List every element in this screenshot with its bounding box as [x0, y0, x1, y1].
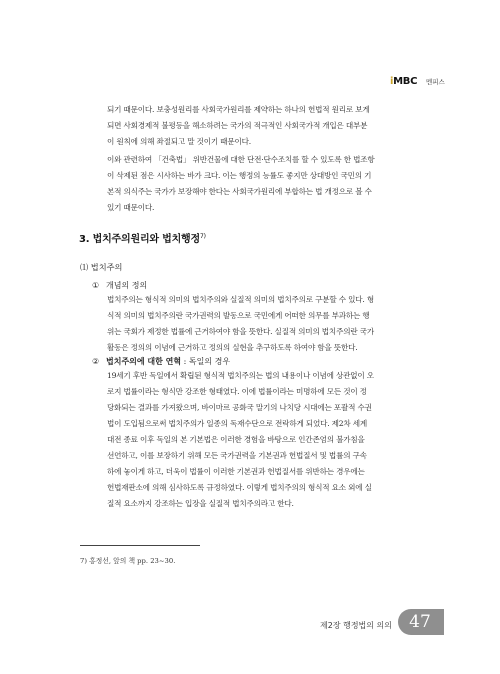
text-line: 하에 놓이게 하고, 더욱이 법률이 이러한 기본권과 헌법질서를 위반하는 경우에는 — [107, 467, 365, 476]
logo-subtitle: 멘피스 — [426, 78, 445, 86]
item-2-heading — [92, 356, 230, 367]
text-line: 당화되는 결과를 가져왔으며, 바이마르 공화국 말기의 나치당 시대에는 포괄적 수권 — [107, 403, 372, 412]
text-line: 선언하고, 이를 보장하기 위해 모든 국가권력을 기본권과 헌법질서 및 법률의 구속 — [107, 451, 367, 460]
text-line: 활동은 정의의 이념에 근거하고 정의의 실현을 추구하도록 하여야 함을 뜻한다. — [107, 343, 358, 352]
text-line: 이 삭제된 점은 시사하는 바가 크다. 이는 행정의 능률도 좋지만 상대방인 국민의 기 — [107, 171, 372, 180]
text-line: 19세기 후반 독일에서 확립된 형식적 법치주의는 법의 내용이나 이념에 상관없이 오 — [107, 371, 374, 380]
item-1-heading — [92, 280, 147, 291]
section-heading-text: 3. 법치주의원리와 법치행정 — [79, 234, 200, 245]
subsection-heading: ⑴ 법치주의 — [80, 262, 123, 272]
section-heading — [79, 230, 206, 245]
item-title-suffix: : 독일의 경우 — [181, 357, 231, 366]
running-footer-chapter: 제2장 행정법의 의의 — [320, 621, 392, 630]
text-line: 본적 의식주는 국가가 보장해야 한다는 사회국가원리에 부합하는 법 개정으로 볼 수 — [107, 187, 372, 196]
text-line: 있기 때문이다. — [107, 203, 155, 212]
paragraph-1 — [107, 102, 449, 150]
logo-mark: iMBC — [390, 76, 418, 87]
item-1-body — [107, 292, 449, 356]
paragraph-2 — [107, 152, 449, 216]
text-line: 이 원칙에 의해 좌절되고 말 것이기 때문이다. — [107, 137, 251, 146]
item-title: 개념의 정의 — [106, 281, 148, 290]
item-title: 법치주의에 대한 연혁 — [106, 357, 182, 366]
publisher-logo — [390, 76, 456, 88]
text-line: 이와 관련하여 「건축법」 위반건물에 대한 단전·단수조치를 할 수 있도록 한 법조항 — [107, 155, 375, 164]
text-line: 헌법재판소에 의해 심사하도록 규정하였다. 이렇게 법치주의의 형식적 요소 외에 실 — [107, 483, 372, 492]
text-line: 법치주의는 형식적 의미의 법치주의와 실질적 의미의 법치주의로 구분할 수 있다. 형 — [107, 295, 374, 304]
item-number: ② — [92, 357, 100, 366]
item-number: ① — [92, 281, 100, 290]
footnote-ref: 7) — [199, 233, 206, 240]
text-line: 위는 국회가 제정한 법률에 근거하여야 함을 뜻한다. 실질적 의미의 법치주의란 국가 — [107, 327, 374, 336]
footnote-divider — [80, 545, 200, 546]
text-line: 대전 종료 이후 독일의 본 기본법은 이러한 경험을 바탕으로 인간존엄의 불가침을 — [107, 435, 365, 444]
text-line: 되면 사회경제적 불평등을 해소하려는 국가의 적극적인 사회국가적 개입은 대부분 — [107, 121, 368, 130]
text-line: 되기 때문이다. 보충성원리를 사회국가원리를 제약하는 하나의 헌법적 원리로 보게 — [107, 105, 370, 114]
footnote: 7) 홍정선, 앞의 책 pp. 23~30. — [80, 557, 176, 565]
page-number: 47 — [409, 612, 431, 632]
text-line: 질적 요소까지 강조하는 입장을 실질적 법치주의라고 한다. — [107, 499, 294, 508]
text-line: 법이 도입됨으로써 법치주의가 일종의 독재수단으로 전락하게 되었다. 제2차 세계 — [107, 419, 368, 428]
item-2-body — [107, 368, 449, 512]
text-line: 식적 의미의 법치주의란 국가권력의 발동으로 국민에게 어떠한 의무를 부과하는 행 — [107, 311, 370, 320]
text-line: 로지 법률이라는 형식만 강조한 형태였다. 이에 법률이라는 미명하에 모든 것이 정 — [107, 387, 367, 396]
